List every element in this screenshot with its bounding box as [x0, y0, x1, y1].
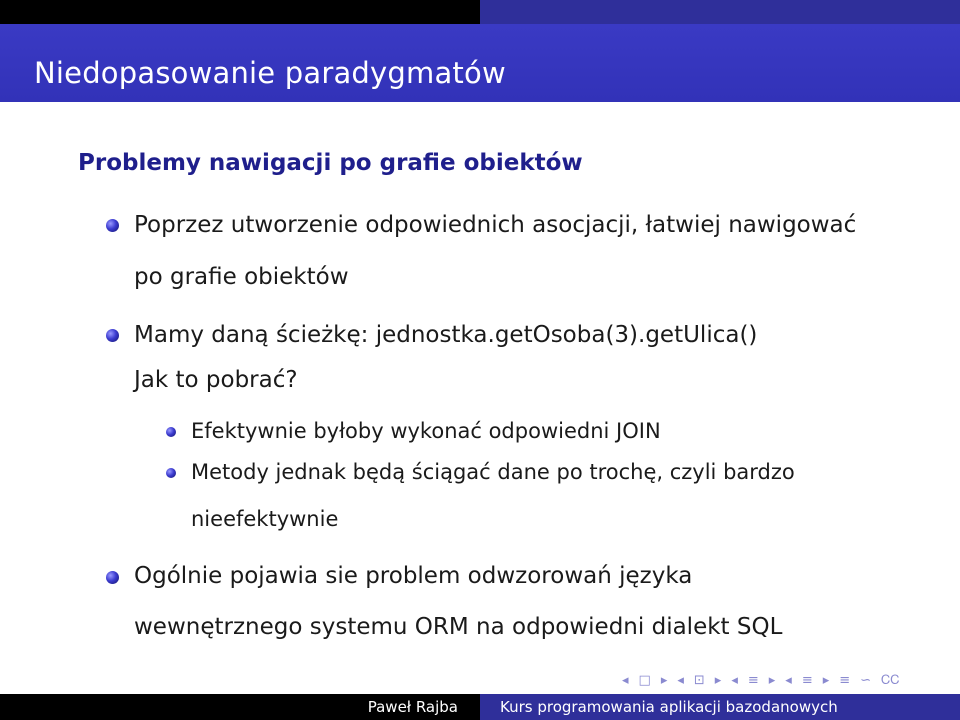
title-bar — [0, 24, 960, 102]
sub-item-2-line-2: nieefektywnie — [191, 507, 339, 531]
list-item-1-line-2: po grafie obiektów — [134, 264, 349, 290]
header-strip — [0, 0, 960, 24]
nav-frame-icon[interactable]: □ — [638, 672, 651, 688]
header-strip-left — [0, 0, 480, 24]
nav-section-icon[interactable]: ≡ — [747, 672, 759, 688]
nav-subsection-icon[interactable]: ⊡ — [693, 672, 705, 688]
nav-part-icon[interactable]: ≡ — [801, 672, 813, 688]
list-item-1-line-1: Poprzez utworzenie odpowiednich asocjacji, łatwiej nawigować — [134, 212, 857, 238]
nav-search-icon[interactable]: ᏟᏟ — [881, 672, 900, 688]
footer-author: Paweł Rajba — [0, 694, 480, 720]
footer-course: Kurs programowania aplikacji bazodanowych — [480, 694, 960, 720]
sub-bullet-icon — [166, 427, 176, 437]
nav-back-icon[interactable]: ∽ — [860, 672, 872, 688]
bullet-icon — [106, 571, 119, 584]
slide-title: Niedopasowanie paradygmatów — [34, 56, 506, 90]
bullet-icon — [106, 329, 119, 342]
sub-bullet-icon — [166, 468, 176, 478]
footer — [0, 694, 960, 720]
block-title: Problemy nawigacji po grafie obiektów — [78, 150, 583, 176]
sub-item-2-line-1: Metody jednak będą ściągać dane po trochę, czyli bardzo — [191, 460, 795, 484]
list-item-3-line-2: wewnętrznego systemu ORM na odpowiedni dialekt SQL — [134, 614, 783, 640]
nav-part-next-icon[interactable]: ▸ — [822, 672, 830, 688]
nav-part-prev-icon[interactable]: ◂ — [785, 672, 792, 688]
nav-section-prev-icon[interactable]: ◂ — [731, 672, 738, 688]
navigation-symbols — [622, 671, 900, 689]
nav-align-icon[interactable]: ≡ — [839, 672, 851, 688]
nav-subsection-next-icon[interactable]: ▸ — [714, 672, 722, 688]
header-strip-right — [480, 0, 960, 24]
list-item-2-line-2: Jak to pobrać? — [134, 367, 298, 393]
nav-frame-next-icon[interactable]: ▸ — [660, 672, 668, 688]
list-item-2-line-1: Mamy daną ścieżkę: jednostka.getOsoba(3).getUlica() — [134, 322, 758, 348]
list-item-3-line-1: Ogólnie pojawia sie problem odwzorowań języka — [134, 563, 693, 589]
bullet-icon — [106, 219, 119, 232]
nav-subsection-prev-icon[interactable]: ◂ — [677, 672, 684, 688]
nav-section-next-icon[interactable]: ▸ — [768, 672, 776, 688]
nav-frame-prev-icon[interactable]: ◂ — [622, 672, 629, 688]
sub-item-1-line-1: Efektywnie byłoby wykonać odpowiedni JOIN — [191, 419, 661, 443]
